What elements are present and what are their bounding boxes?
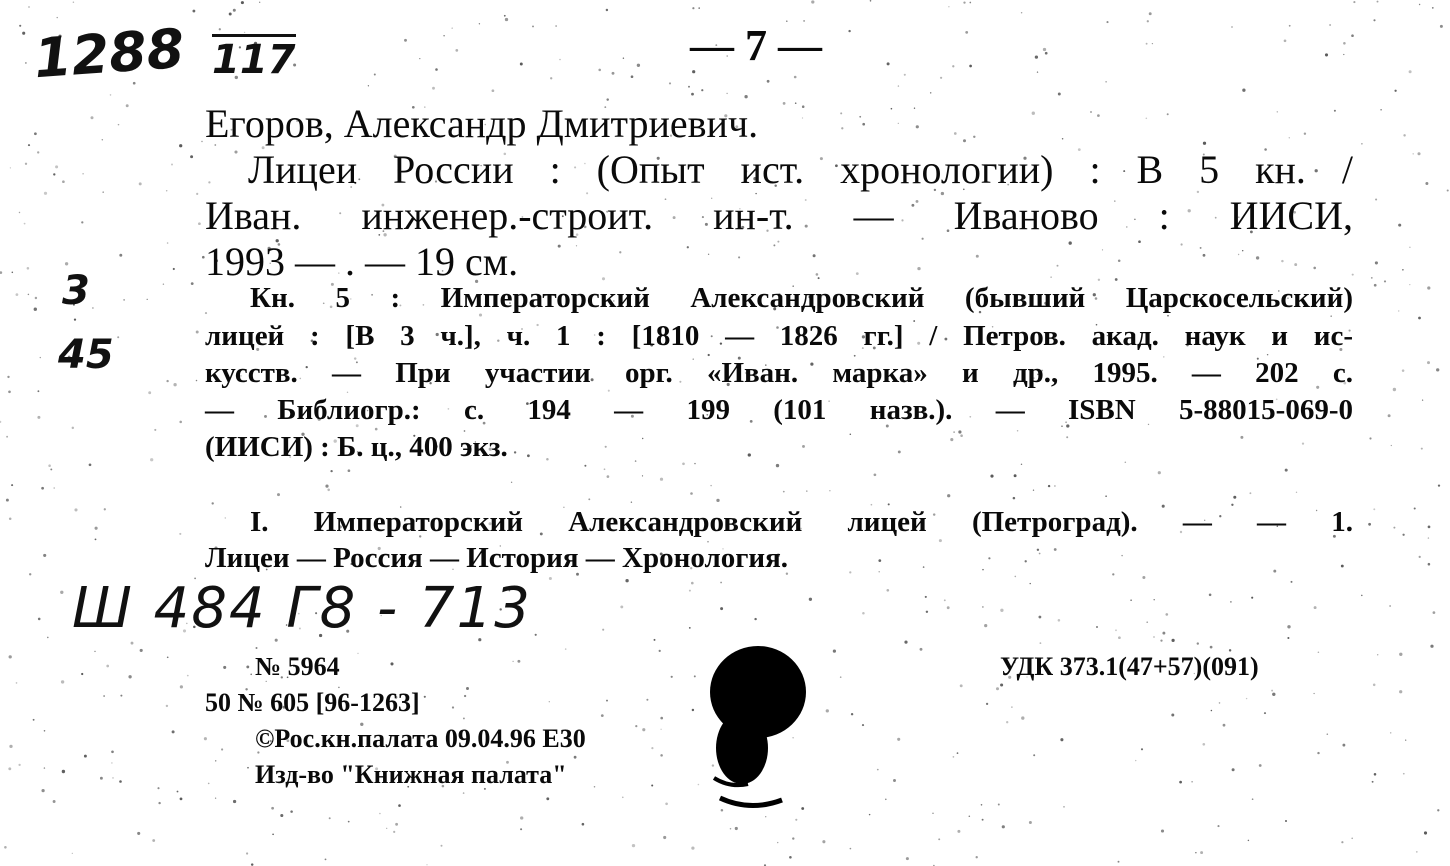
volume-line-4: — Библиогр.: с. 194 — 199 (101 назв.). — ISBN 5-88015-069-0	[205, 394, 1353, 426]
handwritten-fraction: 117	[212, 34, 296, 83]
title-line-2: Иван. инженер.-строит. ин-т. — Иваново : ИИСИ,	[205, 193, 1353, 238]
title-line-1: Лицеи России : (Опыт ист. хронологии) : В 5 кн. /	[248, 147, 1353, 192]
handwritten-side-mark-top: 3	[62, 268, 90, 314]
batch-number: 50 № 605 [96-1263]	[205, 688, 420, 717]
udc-code: УДК 373.1(47+57)(091)	[1000, 652, 1259, 681]
handwritten-number: 1288	[31, 16, 187, 91]
author-heading: Егоров, Александр Дмитриевич.	[205, 101, 759, 146]
title-line-3: 1993 — . — 19 см.	[205, 239, 519, 284]
handwritten-side-mark-bottom: 45	[58, 332, 114, 378]
page-number: — 7 —	[690, 21, 822, 70]
subject-line-2: Лицеи — Россия — История — Хронология.	[205, 542, 789, 574]
punch-hole-mark	[690, 630, 830, 820]
volume-line-3: кусств. — При участии орг. «Иван. марка» и др., 1995. — 202 с.	[205, 357, 1353, 389]
volume-line-1: Кн. 5 : Императорский Александровский (бывший Царскосельский)	[250, 282, 1353, 314]
handwritten-shelf-code: Ш 484 Г8 - 713	[72, 576, 532, 641]
subject-line-1: I. Императорский Александровский лицей (Петроград). — — 1.	[250, 506, 1353, 538]
volume-line-2: лицей : [В 3 ч.], ч. 1 : [1810 — 1826 гг.] / Петров. акад. наук и ис-	[205, 320, 1353, 352]
volume-line-5: (ИИСИ) : Б. ц., 400 экз.	[205, 431, 508, 463]
record-number: № 5964	[255, 652, 340, 681]
copyright-line: ©Рос.кн.палата 09.04.96 Е30	[255, 724, 586, 753]
publisher-line: Изд-во "Книжная палата"	[255, 760, 567, 789]
